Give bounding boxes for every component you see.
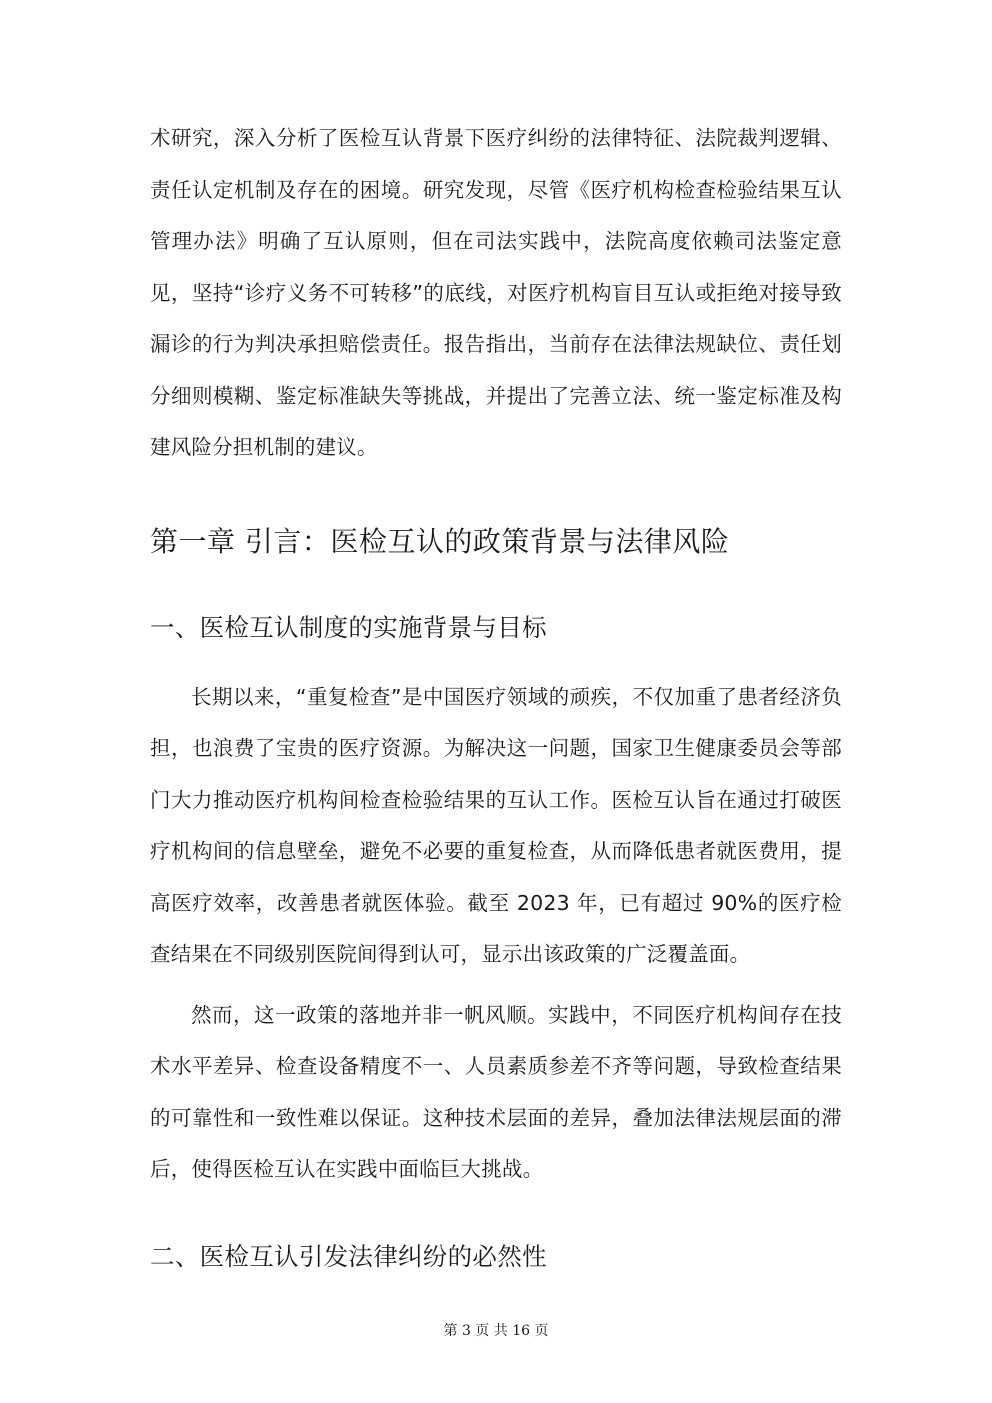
chapter-heading: 第一章 引言：医检互认的政策背景与法律风险 [150, 524, 730, 558]
section-heading-1: 一、医检互认制度的实施背景与目标 [150, 612, 547, 642]
page-number-footer: 第 3 页 共 16 页 [443, 1323, 549, 1339]
section1-paragraph-2: 然而，这一政策的落地并非一帆风顺。实践中，不同医疗机构间存在技术水平差异、检查设备精度不一、人员素质参差不齐等问题，导致检查结果的可靠性和一致性难以保证。这种技术层面的差异，叠加法律法规层面的滞后，使得医检互认在实践中面临巨大挑战。 [150, 1002, 842, 1181]
section-heading-2: 二、医检互认引发法律纠纷的必然性 [150, 1241, 547, 1271]
section1-paragraph-1: 长期以来，“重复检查”是中国医疗领域的顽疾，不仅加重了患者经济负担，也浪费了宝贵的医疗资源。为解决这一问题，国家卫生健康委员会等部门大力推动医疗机构间检查检验结果的互认工作。医检互认旨在通过打破医疗机构间的信息壁垒，避免不必要的重复检查，从而降低患者就医费用，提高医疗效率，改善患者就医体验。截至 2023 年，已有超过 90%的医疗检查结果在不同级别医院间得到认可，显示出该政策的广泛覆盖面。 [150, 684, 842, 966]
page-content [150, 113, 842, 1275]
abstract-continuation-paragraph: 术研究，深入分析了医检互认背景下医疗纠纷的法律特征、法院裁判逻辑、责任认定机制及存在的困境。研究发现，尽管《医疗机构检查检验结果互认管理办法》明确了互认原则，但在司法实践中，法院高度依赖司法鉴定意见，坚持“诊疗义务不可转移”的底线，对医疗机构盲目互认或拒绝对接导致漏诊的行为判决承担赔偿责任。报告指出，当前存在法律法规缺位、责任划分细则模糊、鉴定标准缺失等挑战，并提出了完善立法、统一鉴定标准及构建风险分担机制的建议。 [150, 126, 842, 459]
